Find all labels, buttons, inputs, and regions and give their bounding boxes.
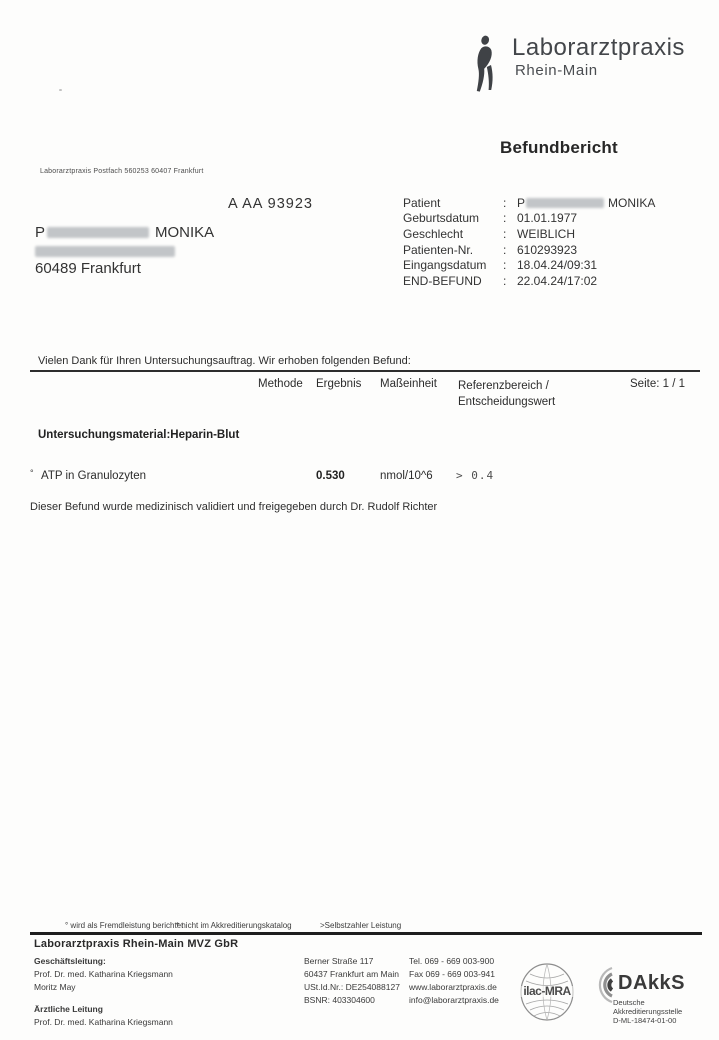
recipient-city-line: 60489 Frankfurt [35,260,141,277]
lab-logo-name: Laborarztpraxis [512,34,685,61]
address-line: BSNR: 403304600 [304,995,375,1005]
legend-fremdleistung: ° wird als Fremdleistung berichtet [65,921,184,930]
colon: : [503,226,507,241]
row-label: Geburtsdatum [403,211,480,226]
footer-address-column [304,955,400,1007]
row-value: 01.01.1977 [517,211,578,226]
row-value: 18.04.24/09:31 [517,258,598,273]
colon: : [503,195,507,210]
column-header-referenzbereich [458,378,555,410]
row-value: 610293923 [517,242,578,257]
patient-info-block [403,195,655,289]
footer-contact-column [409,955,499,1007]
legend-selbstzahler: >Selbstzahler Leistung [320,921,402,930]
dakks-subtitle [613,998,682,1025]
result-marker: ° [30,468,34,478]
dakks-wordmark: DAkkS [618,972,685,994]
address-line: Berner Straße 117 [304,956,374,966]
phone-line: Tel. 069 - 669 003-900 [409,956,495,966]
colon: : [503,258,507,273]
website-link: www.laborarztpraxis.de [409,982,497,992]
address-line: 60437 Frankfurt am Main [304,969,399,979]
patient-info-row [403,242,655,258]
management-line: Prof. Dr. med. Katharina Kriegsmann [34,1017,173,1027]
legend-akkreditierungskatalog: * nicht im Akkreditierungskatalog [176,921,292,930]
dakks-arcs-icon [586,964,616,1011]
management-heading: Geschäftsleitung: [34,956,106,966]
patient-info-row-name [403,195,655,211]
patient-name-suffix: MONIKA [608,195,656,210]
email-link: info@laborarztpraxis.de [409,995,499,1005]
medical-direction-heading: Ärztliche Leitung [34,1004,103,1014]
dakks-sub-line: Akkreditierungsstelle [613,1007,683,1016]
validation-note: Dieser Befund wurde medizinisch validiert und freigegeben durch Dr. Rudolf Richter [30,501,438,513]
footer-management-column [34,955,173,1029]
page-indicator: Seite: 1 / 1 [630,378,685,390]
colon: : [503,273,507,288]
referenz-line1: Referenzbereich / [458,380,549,392]
row-label: Eingangsdatum [403,258,487,273]
header-divider [30,370,700,372]
column-header-masseinheit: Maßeinheit [380,378,437,390]
row-value: 22.04.24/17:02 [517,273,598,288]
colon: : [503,211,507,226]
dakks-registration-number: D-ML-18474-01-00 [613,1016,677,1025]
column-header-methode: Methode [258,378,303,390]
result-reference-range: > 0.4 [456,469,495,482]
row-label: Geschlecht [403,226,464,241]
material-line: Untersuchungsmaterial:Heparin-Blut [38,429,240,441]
column-header-ergebnis: Ergebnis [316,378,362,390]
footer-company-name: Laborarztpraxis Rhein-Main MVZ GbR [34,938,239,950]
recipient-name-line [35,224,214,241]
address-line: USt.Id.Nr.: DE254088127 [304,982,400,992]
management-line: Moritz May [34,982,76,992]
redacted-surname [47,227,149,238]
patient-name-prefix: P [517,195,526,210]
redacted-patient-surname [526,198,604,208]
patient-label: Patient [403,195,441,210]
dakks-sub-line: Deutsche [613,998,645,1007]
ilac-mra-seal-icon [518,962,576,1029]
result-unit: nmol/10^6 [380,470,433,482]
sender-address-line: Laborarztpraxis Postfach 560253 60407 Frankfurt [40,168,204,175]
svg-text:ilac-MRA: ilac-MRA [523,984,571,998]
redacted-street-line [35,246,175,257]
patient-info-row [403,226,655,242]
reference-number: A AA 93923 [228,196,313,212]
patient-info-row [403,257,655,273]
thanks-line: Vielen Dank für Ihren Untersuchungsauftrag. Wir erhoben folgenden Befund: [38,355,411,367]
recipient-name-suffix: MONIKA [155,224,215,241]
footer-divider [30,932,702,935]
patient-info-row [403,211,655,227]
management-line: Prof. Dr. med. Katharina Kriegsmann [34,969,173,979]
colon: : [503,242,507,257]
scan-artifact [59,89,62,91]
person-logo-icon [468,34,502,104]
row-label: END-BEFUND [403,273,482,288]
lab-logo-subtitle: Rhein-Main [515,62,598,79]
row-label: Patienten-Nr. [403,242,474,257]
report-title: Befundbericht [500,138,618,157]
recipient-name-prefix: P [35,224,46,241]
lab-logo [468,34,708,104]
fax-line: Fax 069 - 669 003-941 [409,969,496,979]
result-value: 0.530 [316,470,345,482]
result-test-name: ATP in Granulozyten [41,470,147,482]
referenz-line2: Entscheidungswert [458,396,556,408]
patient-info-row [403,273,655,289]
lab-logo-text [512,34,685,104]
row-value: WEIBLICH [517,226,576,241]
